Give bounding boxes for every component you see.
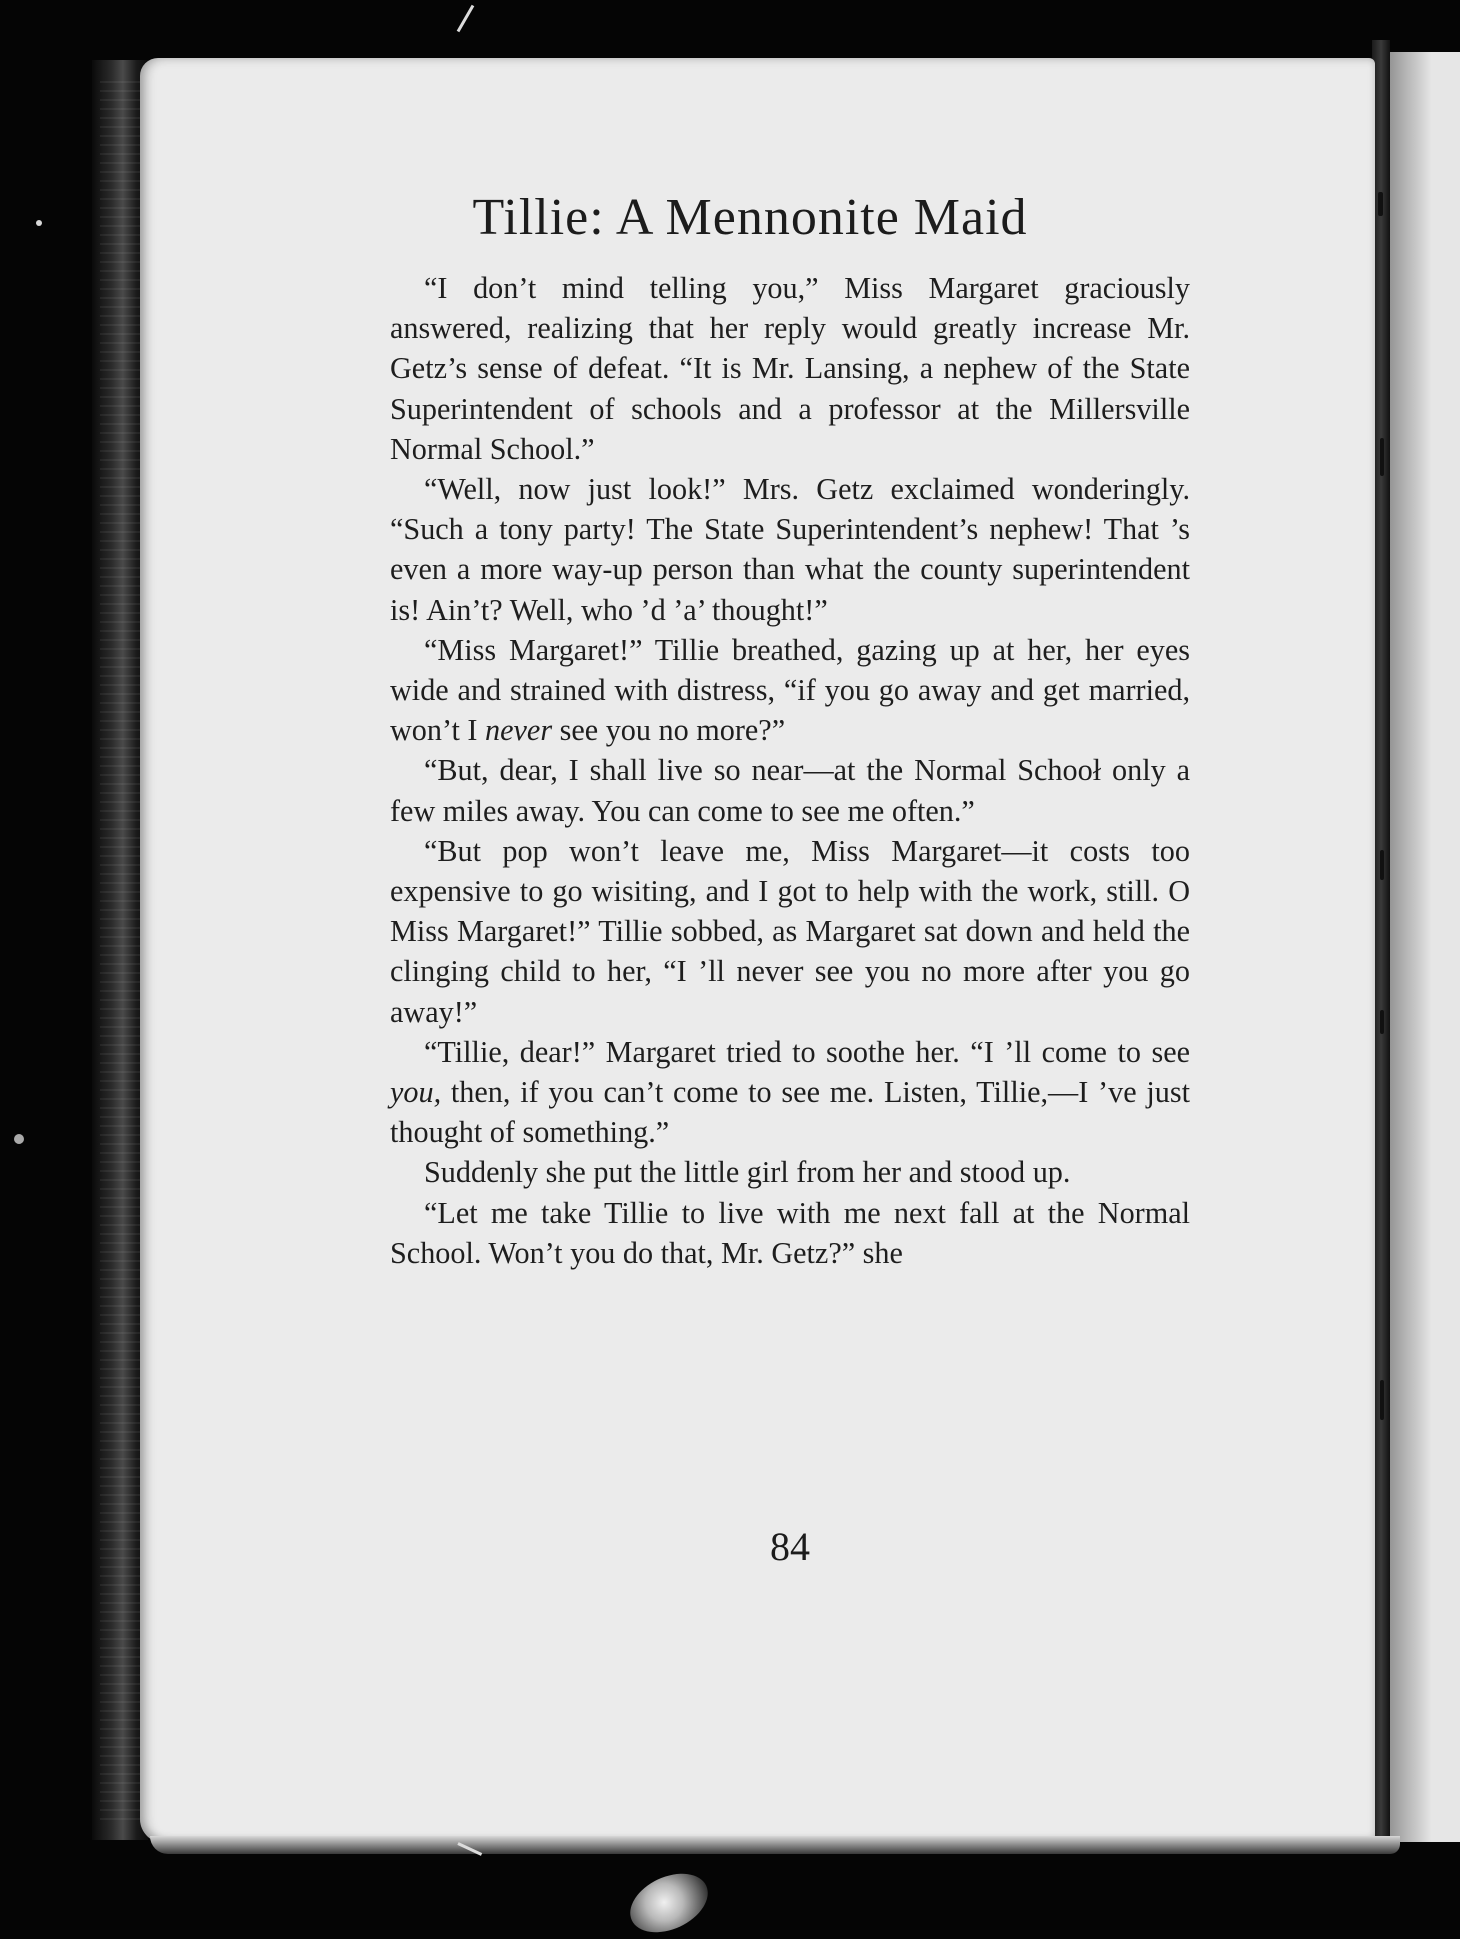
paragraph: “I don’t mind telling you,” Miss Margaret graciously answered, realizing that her reply would greatly increase Mr. Getz’s sense of defeat. “It is Mr. Lansing, a nephew of the State Superintendent of schools and a professor at the Millersville Normal School.”	[390, 271, 1190, 466]
italic-emphasis: you,	[390, 1075, 442, 1110]
facing-page-mark	[1378, 192, 1383, 216]
scan-speck	[36, 220, 42, 226]
scan-smudge	[621, 1862, 717, 1939]
running-head: Tillie: A Mennonite Maid	[472, 189, 1028, 246]
paragraph: “Miss Margaret!” Tillie breathed, gazing up at her, her eyes wide and strained with distress, “if you go away and get married, won’t I never see you no more?”	[390, 632, 1190, 748]
scan-scratch	[457, 5, 475, 32]
paragraph: “Well, now just look!” Mrs. Getz exclaimed wonderingly. “Such a tony party! The State Superintendent’s nephew! That ’s even a more way-up person than what the county superintendent is! Ain’t? Well, who ’d ’a’ thought!”	[390, 472, 1190, 627]
page-body	[390, 268, 1190, 1273]
facing-page-mark	[1380, 1010, 1384, 1034]
page-number: 84	[770, 1524, 810, 1569]
scan-speck	[14, 1134, 24, 1144]
page-bottom-edge	[150, 1836, 1400, 1854]
paragraph: “Tillie, dear!” Margaret tried to soothe her. “I ’ll come to see you, then, if you can’t come to see me. Listen, Tillie,—I ’ve just thought of something.”	[390, 1034, 1190, 1150]
italic-emphasis: never	[485, 713, 553, 748]
paragraph: “But pop won’t leave me, Miss Margaret—it costs too expensive to go wisiting, and I got to help with the work, still. O Miss Margaret!” Tillie sobbed, as Margaret sat down and held the clinging child to her, “I ’ll never see you no more after you go away!”	[390, 833, 1190, 1029]
paragraph: Suddenly she put the little girl from her and stood up.	[424, 1155, 1071, 1190]
spine-texture	[100, 80, 140, 1820]
facing-page-mark	[1380, 1380, 1384, 1420]
paragraph: “But, dear, I shall live so near—at the Normal Schooł only a few miles away. You can come to see me often.”	[390, 753, 1190, 828]
facing-page-mark	[1380, 850, 1384, 880]
facing-page-mark	[1380, 438, 1384, 476]
paragraph: “Let me take Tillie to live with me next fall at the Normal School. Won’t you do that, Mr. Getz?” she	[390, 1195, 1190, 1270]
